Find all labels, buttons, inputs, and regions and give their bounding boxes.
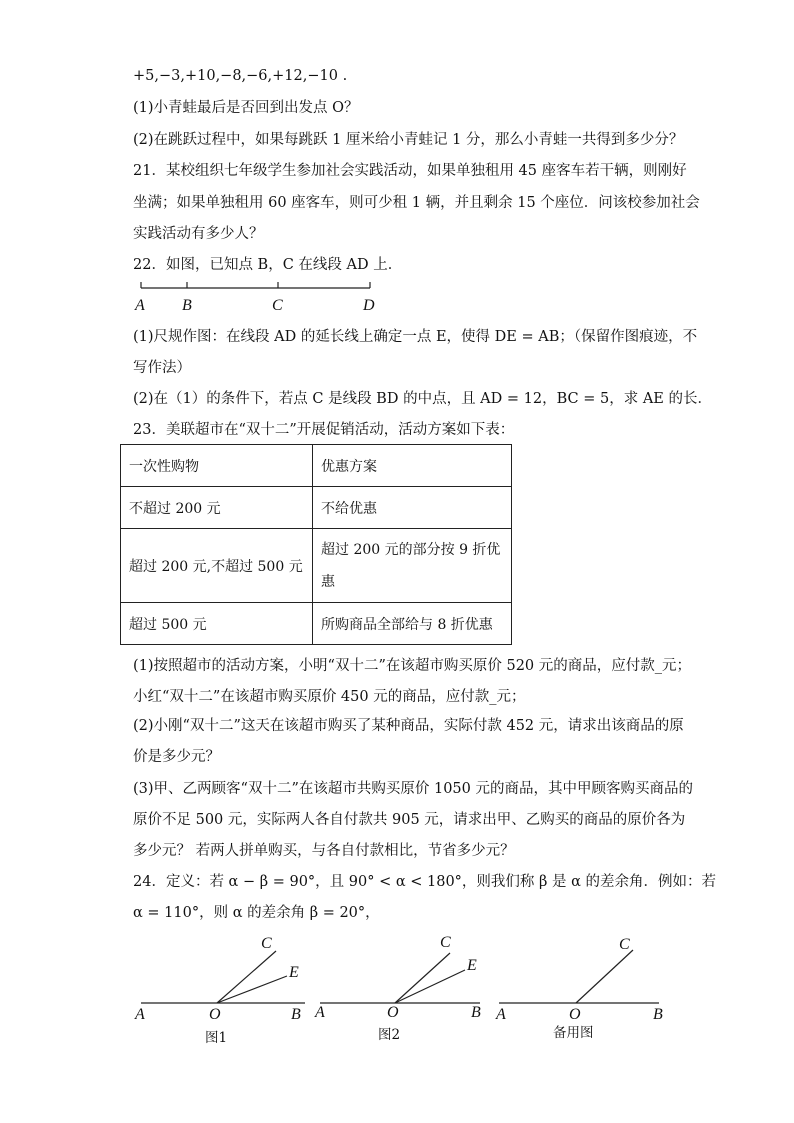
label-a: A [315, 1004, 325, 1021]
table-header-row [121, 445, 512, 487]
question-22-part-2: (2)在（1）的条件下，若点 C 是线段 BD 的中点，且 AD = 12，BC = 5，求 AE 的长． [133, 391, 712, 407]
table-cell: 超过 200 元,不超过 500 元 [121, 529, 313, 603]
label-b: B [471, 1004, 481, 1021]
question-23-part-1-line-2: 小红“双十二”在该超市购买原价 450 元的商品，应付款_元； [133, 689, 526, 705]
table-cell: 不给优惠 [313, 487, 512, 529]
label-e: E [289, 964, 299, 981]
question-21-line-1: 21．某校组织七年级学生参加社会实践活动，如果单独租用 45 座客车若干辆，则刚好 [133, 163, 687, 179]
question-23-part-3-line-3: 多少元？ 若两人拼单购买，与各自付款相比，节省多少元？ [133, 843, 515, 859]
point-label-d: D [363, 297, 375, 314]
ray-oe [395, 970, 465, 1003]
question-23-part-3-line-2: 原价不足 500 元，实际两人各自付款共 905 元，请求出甲、乙购买的商品的原价各为 [133, 812, 686, 828]
figure-caption: 图2 [378, 1027, 401, 1043]
table-header-cell: 一次性购物 [121, 445, 313, 487]
question-24-line-2: α = 110°，则 α 的差余角 β = 20°， [133, 905, 380, 921]
figure-caption: 备用图 [553, 1025, 594, 1041]
question-22-stem: 22．如图，已知点 B，C 在线段 AD 上． [133, 257, 403, 273]
table-cell: 超过 200 元的部分按 9 折优惠 [313, 529, 512, 603]
angle-figures [125, 930, 670, 1050]
table-cell: 所购商品全部给与 8 折优惠 [313, 603, 512, 645]
figure-backup [495, 936, 663, 1041]
label-b: B [291, 1006, 301, 1023]
table-cell: 不超过 200 元 [121, 487, 313, 529]
table-header-cell: 优惠方案 [313, 445, 512, 487]
question-23-stem: 23．美联超市在“双十二”开展促销活动，活动方案如下表： [133, 422, 515, 438]
label-e: E [467, 957, 477, 974]
label-c: C [619, 936, 630, 953]
question-22-part-1-line-2: 写作法） [133, 360, 191, 376]
figure-caption: 图1 [205, 1030, 228, 1046]
table-cell: 超过 500 元 [121, 603, 313, 645]
label-o: O [387, 1004, 399, 1021]
segment-figure [128, 280, 388, 316]
label-c: C [261, 935, 272, 952]
question-24-line-1: 24．定义：若 α − β = 90°，且 90° < α < 180°，则我们称 β 是 α 的差余角．例如：若 [133, 874, 717, 890]
figure-1 [134, 935, 305, 1046]
figure-2 [314, 934, 481, 1043]
label-a: A [496, 1006, 506, 1023]
point-label-a: A [135, 297, 145, 314]
question-23-part-1-line-1: (1)按照超市的活动方案，小明“双十二”在该超市购买原价 520 元的商品，应付款_元； [133, 658, 692, 674]
question-23-part-2-line-1: (2)小刚“双十二”这天在该超市购买了某种商品，实际付款 452 元，请求出该商品的原 [133, 718, 684, 734]
label-b: B [653, 1006, 663, 1023]
label-a: A [135, 1006, 145, 1023]
question-21-line-2: 坐满；如果单独租用 60 座客车，则可少租 1 辆，并且剩余 15 个座位．问该校参加社会 [133, 195, 700, 211]
ray-oc [217, 951, 276, 1003]
label-c: C [440, 934, 451, 951]
label-o: O [209, 1006, 221, 1023]
question-23-part-2-line-2: 价是多少元？ [133, 749, 220, 765]
question-20-part-2: (2)在跳跃过程中，如果每跳跃 1 厘米给小青蛙记 1 分，那么小青蛙一共得到多少分？ [133, 132, 684, 148]
question-22-part-1-line-1: (1)尺规作图：在线段 AD 的延长线上确定一点 E，使得 DE = AB；（保留作图痕迹，不 [133, 329, 698, 345]
promotion-table [120, 444, 512, 645]
ray-oc [395, 953, 450, 1003]
jump-sequence: +5,−3,+10,−8,−6,+12,−10 . [133, 68, 348, 84]
point-label-c: C [272, 297, 283, 314]
question-21-line-3: 实践活动有多少人？ [133, 226, 264, 242]
ray-oc [576, 950, 633, 1003]
label-o: O [569, 1006, 581, 1023]
question-23-part-3-line-1: (3)甲、乙两顾客“双十二”在该超市共购买原价 1050 元的商品，其中甲顾客购买商品的 [133, 781, 693, 797]
question-20-part-1: (1)小青蛙最后是否回到出发点 O？ [133, 100, 359, 116]
table-row [121, 487, 512, 529]
ray-oe [217, 976, 287, 1003]
point-label-b: B [182, 297, 192, 314]
table-row [121, 529, 512, 603]
table-row [121, 603, 512, 645]
